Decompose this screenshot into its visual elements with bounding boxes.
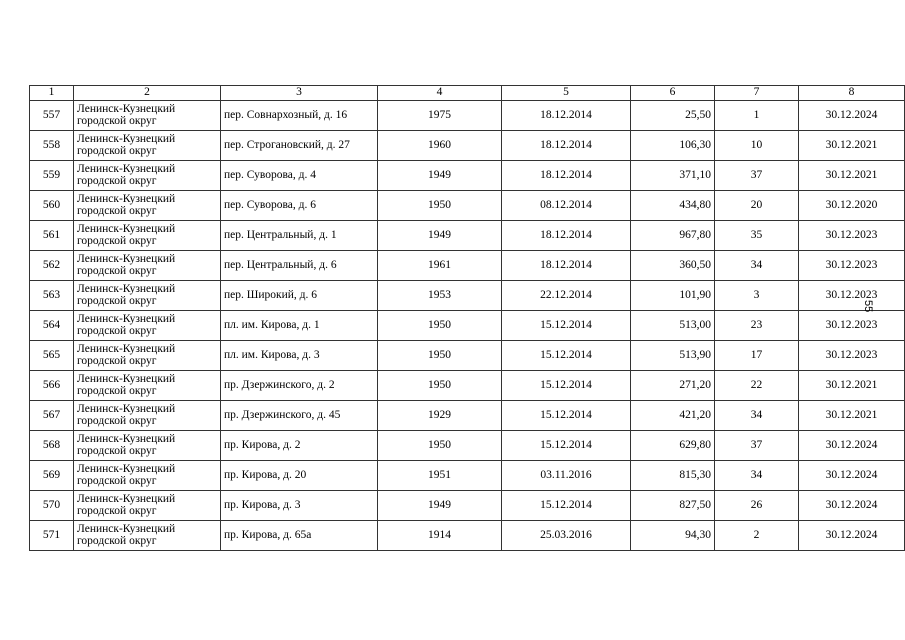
table-row	[30, 161, 905, 191]
table-body	[30, 101, 905, 551]
address-cell: пр. Дзержинского, д. 2	[221, 371, 378, 401]
recognition-date-cell: 15.12.2014	[502, 341, 631, 371]
municipality-line: городской округ	[77, 474, 157, 487]
municipality-line: Ленинск-Кузнецкий	[77, 223, 176, 235]
recognition-date-cell: 18.12.2014	[502, 221, 631, 251]
table-row	[30, 251, 905, 281]
row-number-cell: 559	[30, 161, 74, 191]
municipality-line: городской округ	[77, 354, 157, 367]
municipality-line: городской округ	[77, 264, 157, 277]
row-number-cell: 561	[30, 221, 74, 251]
column-header-5: 5	[502, 86, 631, 101]
column-header-1: 1	[30, 86, 74, 101]
municipality-line: городской округ	[77, 204, 157, 217]
resident-count-cell: 26	[715, 491, 799, 521]
area-cell: 513,90	[631, 341, 715, 371]
municipality-line: Ленинск-Кузнецкий	[77, 523, 176, 535]
recognition-date-cell: 25.03.2016	[502, 521, 631, 551]
row-number-cell: 570	[30, 491, 74, 521]
municipality-line: Ленинск-Кузнецкий	[77, 343, 176, 355]
row-number-cell: 567	[30, 401, 74, 431]
municipality-cell	[74, 491, 221, 521]
municipality-line: городской округ	[77, 414, 157, 427]
municipality-line: городской округ	[77, 144, 157, 157]
row-number-cell: 557	[30, 101, 74, 131]
page-number: 55	[862, 300, 874, 313]
municipality-cell	[74, 191, 221, 221]
resident-count-cell: 17	[715, 341, 799, 371]
municipality-line: городской округ	[77, 324, 157, 337]
row-number-cell: 558	[30, 131, 74, 161]
resettlement-deadline-cell: 30.12.2021	[799, 401, 905, 431]
area-cell: 25,50	[631, 101, 715, 131]
resident-count-cell: 20	[715, 191, 799, 221]
municipality-line: городской округ	[77, 174, 157, 187]
resident-count-cell: 22	[715, 371, 799, 401]
address-cell: пр. Дзержинского, д. 45	[221, 401, 378, 431]
table-row	[30, 521, 905, 551]
recognition-date-cell: 15.12.2014	[502, 431, 631, 461]
table-row	[30, 311, 905, 341]
table-row	[30, 371, 905, 401]
column-header-8: 8	[799, 86, 905, 101]
area-cell: 513,00	[631, 311, 715, 341]
municipality-cell	[74, 401, 221, 431]
row-number-cell: 564	[30, 311, 74, 341]
municipality-line: городской округ	[77, 504, 157, 517]
municipality-cell	[74, 461, 221, 491]
build-year-cell: 1950	[378, 191, 502, 221]
header-row	[30, 86, 905, 101]
municipality-cell	[74, 281, 221, 311]
address-cell: пл. им. Кирова, д. 3	[221, 341, 378, 371]
column-header-3: 3	[221, 86, 378, 101]
resettlement-deadline-cell: 30.12.2024	[799, 461, 905, 491]
recognition-date-cell: 15.12.2014	[502, 311, 631, 341]
row-number-cell: 563	[30, 281, 74, 311]
build-year-cell: 1961	[378, 251, 502, 281]
resident-count-cell: 23	[715, 311, 799, 341]
column-header-4: 4	[378, 86, 502, 101]
row-number-cell: 565	[30, 341, 74, 371]
resident-count-cell: 10	[715, 131, 799, 161]
municipality-line: Ленинск-Кузнецкий	[77, 373, 176, 385]
address-cell: пр. Кирова, д. 65а	[221, 521, 378, 551]
resident-count-cell: 37	[715, 161, 799, 191]
area-cell: 271,20	[631, 371, 715, 401]
build-year-cell: 1953	[378, 281, 502, 311]
municipality-cell	[74, 251, 221, 281]
build-year-cell: 1950	[378, 341, 502, 371]
municipality-line: Ленинск-Кузнецкий	[77, 313, 176, 325]
resettlement-deadline-cell: 30.12.2021	[799, 371, 905, 401]
row-number-cell: 568	[30, 431, 74, 461]
build-year-cell: 1975	[378, 101, 502, 131]
resettlement-deadline-cell: 30.12.2021	[799, 131, 905, 161]
municipality-line: Ленинск-Кузнецкий	[77, 133, 176, 145]
municipality-cell	[74, 311, 221, 341]
build-year-cell: 1951	[378, 461, 502, 491]
municipality-line: Ленинск-Кузнецкий	[77, 433, 176, 445]
area-cell: 101,90	[631, 281, 715, 311]
build-year-cell: 1949	[378, 221, 502, 251]
resettlement-deadline-cell: 30.12.2024	[799, 431, 905, 461]
table-row	[30, 341, 905, 371]
row-number-cell: 562	[30, 251, 74, 281]
area-cell: 371,10	[631, 161, 715, 191]
table-row	[30, 491, 905, 521]
resettlement-deadline-cell: 30.12.2024	[799, 101, 905, 131]
resident-count-cell: 35	[715, 221, 799, 251]
municipality-line: Ленинск-Кузнецкий	[77, 163, 176, 175]
build-year-cell: 1949	[378, 161, 502, 191]
address-cell: пр. Кирова, д. 20	[221, 461, 378, 491]
recognition-date-cell: 15.12.2014	[502, 371, 631, 401]
resettlement-deadline-cell: 30.12.2023	[799, 311, 905, 341]
resident-count-cell: 34	[715, 461, 799, 491]
municipality-cell	[74, 341, 221, 371]
build-year-cell: 1950	[378, 371, 502, 401]
build-year-cell: 1950	[378, 311, 502, 341]
recognition-date-cell: 18.12.2014	[502, 251, 631, 281]
build-year-cell: 1950	[378, 431, 502, 461]
area-cell: 434,80	[631, 191, 715, 221]
resettlement-deadline-cell: 30.12.2021	[799, 161, 905, 191]
recognition-date-cell: 18.12.2014	[502, 101, 631, 131]
build-year-cell: 1949	[378, 491, 502, 521]
table-row	[30, 401, 905, 431]
municipality-cell	[74, 161, 221, 191]
recognition-date-cell: 18.12.2014	[502, 131, 631, 161]
recognition-date-cell: 15.12.2014	[502, 491, 631, 521]
resident-count-cell: 37	[715, 431, 799, 461]
resident-count-cell: 34	[715, 401, 799, 431]
row-number-cell: 569	[30, 461, 74, 491]
resettlement-deadline-cell: 30.12.2023	[799, 281, 905, 311]
municipality-cell	[74, 131, 221, 161]
address-cell: пер. Суворова, д. 6	[221, 191, 378, 221]
build-year-cell: 1914	[378, 521, 502, 551]
build-year-cell: 1929	[378, 401, 502, 431]
table-row	[30, 221, 905, 251]
municipality-cell	[74, 521, 221, 551]
table-row	[30, 101, 905, 131]
build-year-cell: 1960	[378, 131, 502, 161]
municipality-line: городской округ	[77, 534, 157, 547]
address-cell: пр. Кирова, д. 2	[221, 431, 378, 461]
column-header-7: 7	[715, 86, 799, 101]
row-number-cell: 566	[30, 371, 74, 401]
resettlement-deadline-cell: 30.12.2023	[799, 251, 905, 281]
area-cell: 827,50	[631, 491, 715, 521]
municipality-line: Ленинск-Кузнецкий	[77, 493, 176, 505]
address-cell: пер. Строгановский, д. 27	[221, 131, 378, 161]
municipality-line: Ленинск-Кузнецкий	[77, 253, 176, 265]
address-cell: пер. Центральный, д. 1	[221, 221, 378, 251]
municipality-line: городской округ	[77, 294, 157, 307]
column-header-2: 2	[74, 86, 221, 101]
recognition-date-cell: 15.12.2014	[502, 401, 631, 431]
row-number-cell: 571	[30, 521, 74, 551]
table-row	[30, 431, 905, 461]
column-header-6: 6	[631, 86, 715, 101]
municipality-cell	[74, 221, 221, 251]
resettlement-deadline-cell: 30.12.2024	[799, 521, 905, 551]
municipality-line: Ленинск-Кузнецкий	[77, 103, 176, 115]
municipality-line: городской округ	[77, 234, 157, 247]
registry-table	[29, 85, 905, 551]
recognition-date-cell: 22.12.2014	[502, 281, 631, 311]
municipality-line: Ленинск-Кузнецкий	[77, 193, 176, 205]
table-row	[30, 131, 905, 161]
recognition-date-cell: 18.12.2014	[502, 161, 631, 191]
municipality-line: Ленинск-Кузнецкий	[77, 463, 176, 475]
resettlement-deadline-cell: 30.12.2024	[799, 491, 905, 521]
address-cell: пер. Суворова, д. 4	[221, 161, 378, 191]
address-cell: пл. им. Кирова, д. 1	[221, 311, 378, 341]
municipality-line: городской округ	[77, 384, 157, 397]
table-row	[30, 281, 905, 311]
recognition-date-cell: 03.11.2016	[502, 461, 631, 491]
resident-count-cell: 1	[715, 101, 799, 131]
recognition-date-cell: 08.12.2014	[502, 191, 631, 221]
resident-count-cell: 34	[715, 251, 799, 281]
area-cell: 967,80	[631, 221, 715, 251]
resident-count-cell: 3	[715, 281, 799, 311]
area-cell: 106,30	[631, 131, 715, 161]
resettlement-deadline-cell: 30.12.2023	[799, 341, 905, 371]
address-cell: пр. Кирова, д. 3	[221, 491, 378, 521]
table-row	[30, 461, 905, 491]
address-cell: пер. Совнархозный, д. 16	[221, 101, 378, 131]
municipality-line: городской округ	[77, 114, 157, 127]
municipality-cell	[74, 371, 221, 401]
resettlement-deadline-cell: 30.12.2020	[799, 191, 905, 221]
address-cell: пер. Центральный, д. 6	[221, 251, 378, 281]
address-cell: пер. Широкий, д. 6	[221, 281, 378, 311]
municipality-cell	[74, 431, 221, 461]
area-cell: 94,30	[631, 521, 715, 551]
area-cell: 421,20	[631, 401, 715, 431]
area-cell: 815,30	[631, 461, 715, 491]
resettlement-deadline-cell: 30.12.2023	[799, 221, 905, 251]
area-cell: 629,80	[631, 431, 715, 461]
municipality-line: городской округ	[77, 444, 157, 457]
municipality-line: Ленинск-Кузнецкий	[77, 283, 176, 295]
row-number-cell: 560	[30, 191, 74, 221]
area-cell: 360,50	[631, 251, 715, 281]
municipality-line: Ленинск-Кузнецкий	[77, 403, 176, 415]
table-row	[30, 191, 905, 221]
municipality-cell	[74, 101, 221, 131]
resident-count-cell: 2	[715, 521, 799, 551]
